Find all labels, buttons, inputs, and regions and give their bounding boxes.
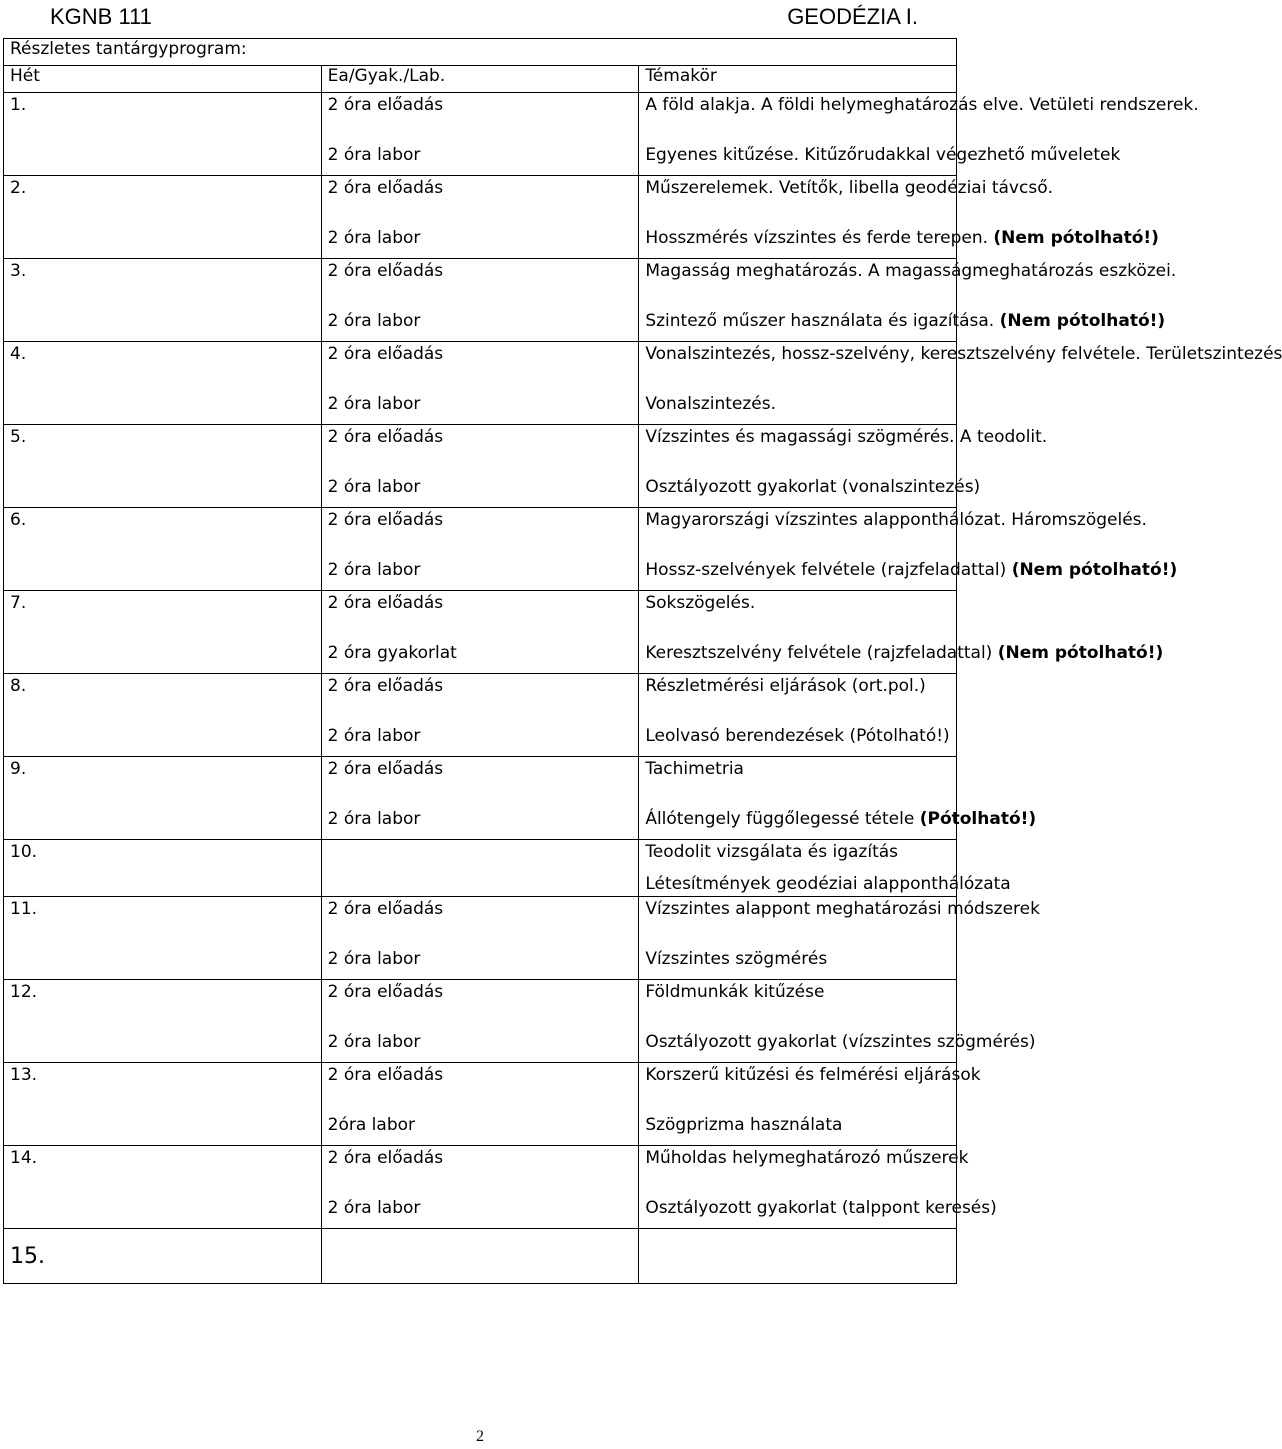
topic-2: Egyenes kitűzése. Kitűzőrudakkal végezhető műveletek <box>645 145 1121 165</box>
week-number: 11. <box>10 899 38 919</box>
type-2: 2 óra labor <box>327 311 421 331</box>
column-header-type: Ea/Gyak./Lab. <box>321 66 639 93</box>
not-replaceable-note: (Nem pótolható!) <box>997 643 1164 663</box>
table-row <box>4 980 957 1063</box>
type-1: 2 óra előadás <box>327 759 444 779</box>
type-1: 2 óra előadás <box>327 510 444 530</box>
week-number: 15. <box>4 1229 322 1284</box>
week-number: 4. <box>10 344 27 364</box>
topic-2-line <box>645 787 1037 839</box>
week-number: 5. <box>10 427 27 447</box>
type-1: 2 óra előadás <box>327 261 444 281</box>
type-1: 2 óra előadás <box>327 676 444 696</box>
topic-1: Magyarországi vízszintes alapponthálózat. Háromszögelés. <box>645 510 1147 530</box>
type-1: 2 óra előadás <box>327 95 444 115</box>
table-header-row <box>4 66 957 93</box>
table-row <box>4 176 957 259</box>
type-1: 2 óra előadás <box>327 899 444 919</box>
week-number: 13. <box>10 1065 38 1085</box>
not-replaceable-note: (Pótolható!) <box>919 809 1037 829</box>
table-row <box>4 897 957 980</box>
topic-2: Vonalszintezés. <box>645 394 776 414</box>
topic-2-line <box>645 1010 1036 1062</box>
topic-1: Földmunkák kitűzése <box>645 982 825 1002</box>
topic-2-line <box>645 123 1121 175</box>
topic-2: Vízszintes szögmérés <box>645 949 828 969</box>
table-row <box>4 93 957 176</box>
topic-2-line <box>645 1093 950 1145</box>
topic-2: Szögprizma használata <box>645 1115 843 1135</box>
type-2: 2 óra labor <box>327 726 421 746</box>
table-row-week-15 <box>4 1229 957 1284</box>
not-replaceable-note: (Nem pótolható!) <box>993 228 1159 248</box>
not-replaceable-note: (Nem pótolható!) <box>1011 560 1178 580</box>
topic-2: Hosszmérés vízszintes és ferde terepen. <box>645 228 988 248</box>
table-row <box>4 674 957 757</box>
week-number: 6. <box>10 510 27 530</box>
type-2: 2 óra labor <box>327 809 421 829</box>
type-1: 2 óra előadás <box>327 344 444 364</box>
type-1: 2 óra előadás <box>327 178 444 198</box>
topic-1: Műholdas helymeghatározó műszerek <box>645 1148 969 1168</box>
table-row <box>4 508 957 591</box>
type-1: 2 óra előadás <box>327 593 444 613</box>
course-program-table <box>3 38 1282 1284</box>
week-number: 2. <box>10 178 27 198</box>
page-number: 2 <box>476 1428 484 1445</box>
table-row <box>4 259 957 342</box>
topic-2-line <box>645 455 981 507</box>
topic-1: A föld alakja. A földi helymeghatározás elve. Vetületi rendszerek. <box>645 95 1199 115</box>
topic-2-line <box>645 538 1178 590</box>
topic-1: Korszerű kitűzési és felmérési eljárások <box>645 1065 981 1085</box>
topic-1: Részletmérési eljárások (ort.pol.) <box>645 676 926 696</box>
week-number: 12. <box>10 982 38 1002</box>
topic-2: Állótengely függőlegessé tétele <box>645 809 915 829</box>
topic-2: Szintező műszer használata és igazítása. <box>645 311 995 331</box>
table-title: Részletes tantárgyprogram: <box>4 39 957 66</box>
topic-2-line <box>645 206 1159 258</box>
week-number: 7. <box>10 593 27 613</box>
type-2: 2 óra labor <box>327 949 421 969</box>
topic-2: Létesítmények geodéziai alapponthálózata <box>645 874 1011 894</box>
topic-2: Osztályozott gyakorlat (talppont keresés) <box>645 1198 997 1218</box>
week-number: 8. <box>10 676 27 696</box>
table-title-row <box>4 39 957 66</box>
topic-2: Hossz-szelvények felvétele (rajzfeladattal) <box>645 560 1007 580</box>
type-1: 2 óra előadás <box>327 427 444 447</box>
table-row <box>4 1063 957 1146</box>
topic-1: Magasság meghatározás. A magasságmeghatározás eszközei. <box>645 261 1177 281</box>
week-number: 9. <box>10 759 27 779</box>
topic-2: Osztályozott gyakorlat (vízszintes szögmérés) <box>645 1032 1036 1052</box>
topic-2: Osztályozott gyakorlat (vonalszintezés) <box>645 477 981 497</box>
column-header-topic: Témakör <box>639 66 957 93</box>
type-2: 2 óra labor <box>327 145 421 165</box>
topic-1: Sokszögelés. <box>645 593 756 613</box>
week-number: 10. <box>10 842 38 862</box>
type-2: 2 óra labor <box>327 1198 421 1218</box>
topic-2: Keresztszelvény felvétele (rajzfeladattal) <box>645 643 993 663</box>
week-number: 3. <box>10 261 27 281</box>
week-number: 1. <box>10 95 27 115</box>
course-code: KGNB 111 <box>50 4 152 29</box>
type-2: 2 óra labor <box>327 1032 421 1052</box>
not-replaceable-note: (Nem pótolható!) <box>999 311 1166 331</box>
type-1: 2 óra előadás <box>327 982 444 1002</box>
type-2: 2 óra gyakorlat <box>327 643 457 663</box>
topic-2-line <box>645 704 950 756</box>
topic-1: Vízszintes és magassági szögmérés. A teodolit. <box>645 427 1048 447</box>
topic-1: Teodolit vizsgálata és igazítás <box>645 842 899 862</box>
topic-1: Vízszintes alappont meghatározási módszerek <box>645 899 1040 919</box>
topic-2-line <box>645 621 1164 673</box>
course-name: GEODÉZIA I. <box>787 4 918 29</box>
type-2: 2 óra labor <box>327 394 421 414</box>
table-row <box>4 757 957 840</box>
type-2: 2 óra labor <box>327 477 421 497</box>
column-header-week: Hét <box>4 66 322 93</box>
table-row <box>4 1146 957 1229</box>
type-2: 2 óra labor <box>327 228 421 248</box>
type-1: 2 óra előadás <box>327 1148 444 1168</box>
topic-2: Leolvasó berendezések (Pótolható!) <box>645 726 950 746</box>
type-2: 2 óra labor <box>327 560 421 580</box>
table-row-week-10 <box>4 840 957 897</box>
table-row <box>4 425 957 508</box>
table-row <box>4 591 957 674</box>
topic-2-line <box>645 927 950 979</box>
type-1: 2 óra előadás <box>327 1065 444 1085</box>
topic-2-line <box>645 372 950 424</box>
topic-1: Vonalszintezés, hossz-szelvény, keresztszelvény felvétele. Területszintezés <box>645 344 1282 364</box>
type-2: 2óra labor <box>327 1115 416 1135</box>
page-header <box>0 0 960 36</box>
table-row <box>4 342 957 425</box>
topic-1: Műszerelemek. Vetítők, libella geodéziai távcső. <box>645 178 1054 198</box>
week-number: 14. <box>10 1148 38 1168</box>
topic-1: Tachimetria <box>645 759 744 779</box>
topic-2-line <box>645 289 1166 341</box>
topic-2-line <box>645 1176 997 1228</box>
